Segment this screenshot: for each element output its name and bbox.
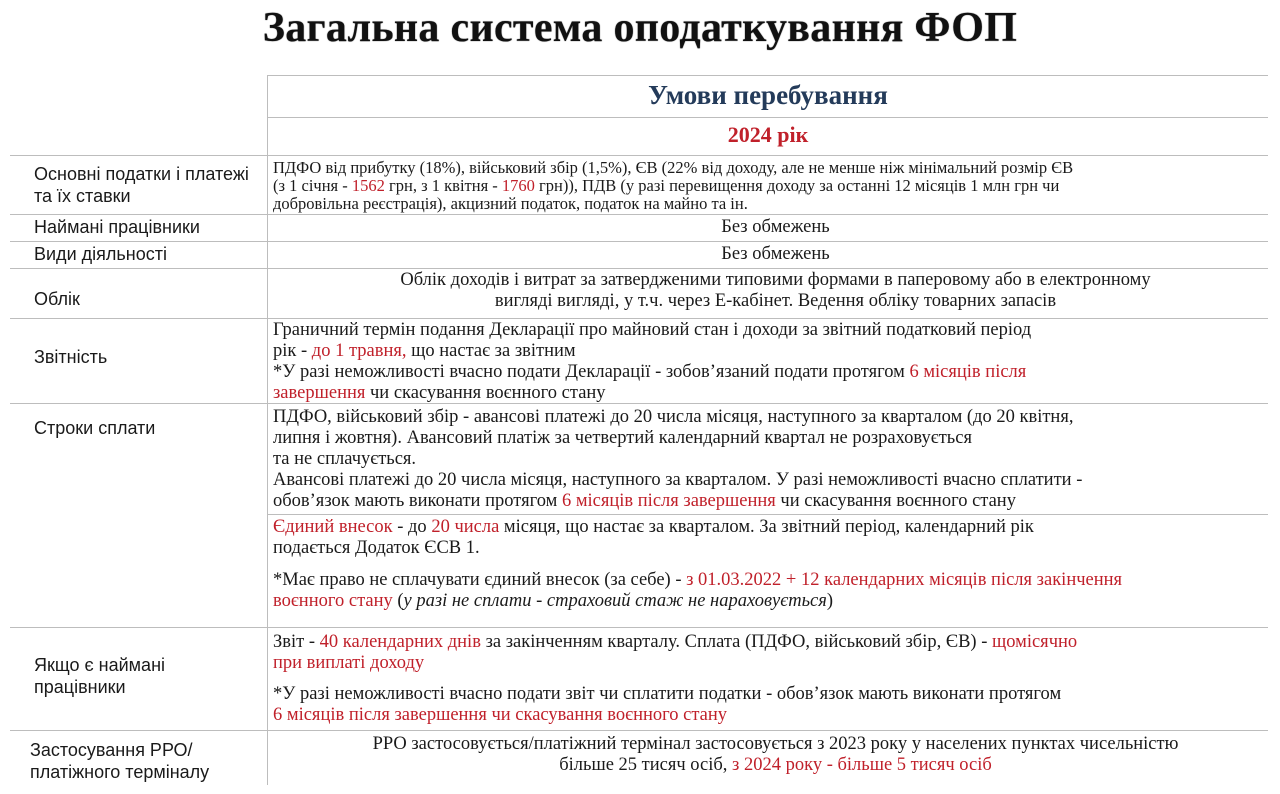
taxes-text: грн, з 1 квітня - <box>384 176 502 195</box>
taxes-text: (з 1 січня - <box>273 176 352 195</box>
row-divider-rro <box>10 730 1268 731</box>
table-line-year <box>267 117 1268 118</box>
row-label-accounting: Облік <box>34 289 80 309</box>
rro-text: більше 25 тисяч осіб, <box>559 755 733 775</box>
row-divider-employees <box>10 214 1268 215</box>
row-value-activities: Без обмежень <box>721 244 830 264</box>
reporting-text: що настає за звітним <box>406 341 576 361</box>
report-deadline: 40 календарних днів <box>319 632 481 652</box>
row-divider-reporting <box>10 318 1268 319</box>
row-value-with-employees <box>273 632 1278 726</box>
row-value-accounting <box>273 270 1278 312</box>
row-divider-activities <box>10 241 1268 242</box>
with-employees-text: Звіт - <box>273 632 320 652</box>
row-value-esv <box>273 517 1278 612</box>
row-label-activities: Види діяльності <box>34 244 167 264</box>
table-line-body-top <box>10 155 1268 156</box>
esv-exemption-period: воєнного стану <box>273 591 393 611</box>
esv-deadline: 20 числа <box>431 517 500 537</box>
esv-text: ( <box>392 591 404 611</box>
reporting-line-1: Граничний термін подання Декларації про майновий стан і доходи за звітний податковий період <box>273 320 1032 340</box>
accounting-line-1: Облік доходів і витрат за затвердженими типовими формами в паперовому або в електронному <box>400 270 1151 290</box>
reporting-line-3 <box>273 362 1278 383</box>
reporting-text: *У разі неможливості вчасно подати Декларації - зобов’язаний подати протягом <box>273 362 910 382</box>
accounting-line-2: вигляді вигляді, у т.ч. через Е-кабінет. Ведення обліку товарних запасів <box>494 291 1057 311</box>
esv-exemption-period: з 01.03.2022 + 12 календарних місяців після закінчення <box>686 570 1123 590</box>
with-employees-text: за закінченням кварталу. Сплата (ПДФО, військовий збір, ЄВ) - <box>480 632 992 652</box>
esv-note: у разі не сплати - страховий стаж не нараховується <box>403 591 827 611</box>
with-employees-line-3: *У разі неможливості вчасно подати звіт чи сплатити податки - обов’язок мають виконати протягом <box>273 684 1062 704</box>
payment-text: обов’язок мають виконати протягом <box>273 491 562 511</box>
rro-threshold: з 2024 року - більше 5 тисяч осіб <box>732 755 992 775</box>
rro-line-1: РРО застосовується/платіжний термінал застосовується з 2023 року у населених пунктах чисельністю <box>372 734 1179 754</box>
payment-line-5 <box>273 491 1278 512</box>
esv-term: Єдиний внесок <box>273 517 393 537</box>
esv-line-3 <box>273 570 1278 591</box>
rro-line-2 <box>273 755 1278 776</box>
row-label-rro: Застосування РРО/ платіжного терміналу <box>30 740 210 782</box>
esv-text: - до <box>392 517 432 537</box>
row-label-payment-terms: Строки сплати <box>34 418 156 438</box>
row-value-employees: Без обмежень <box>721 217 830 237</box>
taxes-line-3: добровільна реєстрація), акцизний податок, податок на майно та ін. <box>273 194 748 213</box>
table-border-top <box>267 75 1268 76</box>
reporting-text: рік - <box>273 341 312 361</box>
esv-text: *Має право не сплачувати єдиний внесок (за себе) - <box>273 570 687 590</box>
taxes-line-2 <box>273 177 1278 195</box>
taxes-line-1: ПДФО від прибутку (18%), військовий збір (1,5%), ЄВ (22% від доходу, але не менше ніж мінімальний розмір ЄВ <box>273 158 1074 177</box>
with-employees-line-1 <box>273 632 1278 653</box>
payment-line-1: ПДФО, військовий збір - авансові платежі до 20 числа місяця, наступного за кварталом (до 20 квітня, <box>273 407 1074 427</box>
row-label-reporting: Звітність <box>34 347 108 367</box>
row-divider-with-employees <box>10 627 1268 628</box>
row-label-employees: Наймані працівники <box>34 217 200 237</box>
reporting-text: чи скасування воєнного стану <box>365 383 606 403</box>
year-header: 2024 рік <box>727 122 809 147</box>
page-title: Загальна система оподаткування ФОП <box>262 5 1018 51</box>
row-value-reporting <box>273 320 1278 404</box>
row-value-payment-terms <box>273 407 1278 512</box>
taxes-text: грн)), ПДВ (у разі перевищення доходу за останні 12 місяців 1 млн грн чи <box>534 176 1060 195</box>
esv-jan-amount: 1562 <box>351 176 385 195</box>
payment-line-4: Авансові платежі до 20 числа місяця, наступного за кварталом. У разі неможливості вчасно сплатити - <box>273 470 1083 490</box>
row-divider-accounting <box>10 268 1268 269</box>
row-divider-esv <box>267 514 1268 515</box>
payment-line-3: та не сплачується. <box>273 449 417 469</box>
with-employees-line-4: 6 місяців після завершення чи скасування воєнного стану <box>273 705 728 725</box>
row-value-taxes <box>273 159 1278 213</box>
payment-frequency: щомісячно <box>991 632 1078 652</box>
esv-text: місяця, що настає за кварталом. За звітний період, календарний рік <box>499 517 1034 537</box>
reporting-line-2 <box>273 341 1278 362</box>
esv-line-4 <box>273 591 1278 612</box>
esv-apr-amount: 1760 <box>501 176 535 195</box>
payment-extension: 6 місяців після завершення <box>561 491 776 511</box>
reporting-extension: 6 місяців після <box>909 362 1027 382</box>
esv-line-1 <box>273 517 1278 538</box>
reporting-line-4 <box>273 383 1278 404</box>
reporting-deadline: до 1 травня, <box>311 341 407 361</box>
row-label-with-employees: Якщо є наймані працівники <box>34 655 166 697</box>
esv-line-2: подається Додаток ЄСВ 1. <box>273 538 480 558</box>
row-label-taxes: Основні податки і платежі та їх ставки <box>34 164 249 206</box>
esv-text: ) <box>826 591 834 611</box>
row-value-rro <box>273 734 1278 776</box>
payment-text: чи скасування воєнного стану <box>775 491 1016 511</box>
payment-line-2: липня і жовтня). Авансовий платіж за четвертий календарний квартал не розраховується <box>273 428 972 448</box>
table-column-divider <box>267 155 268 785</box>
with-employees-line-2: при виплаті доходу <box>273 653 425 673</box>
conditions-header: Умови перебування <box>648 80 888 110</box>
reporting-extension: завершення <box>273 383 366 403</box>
